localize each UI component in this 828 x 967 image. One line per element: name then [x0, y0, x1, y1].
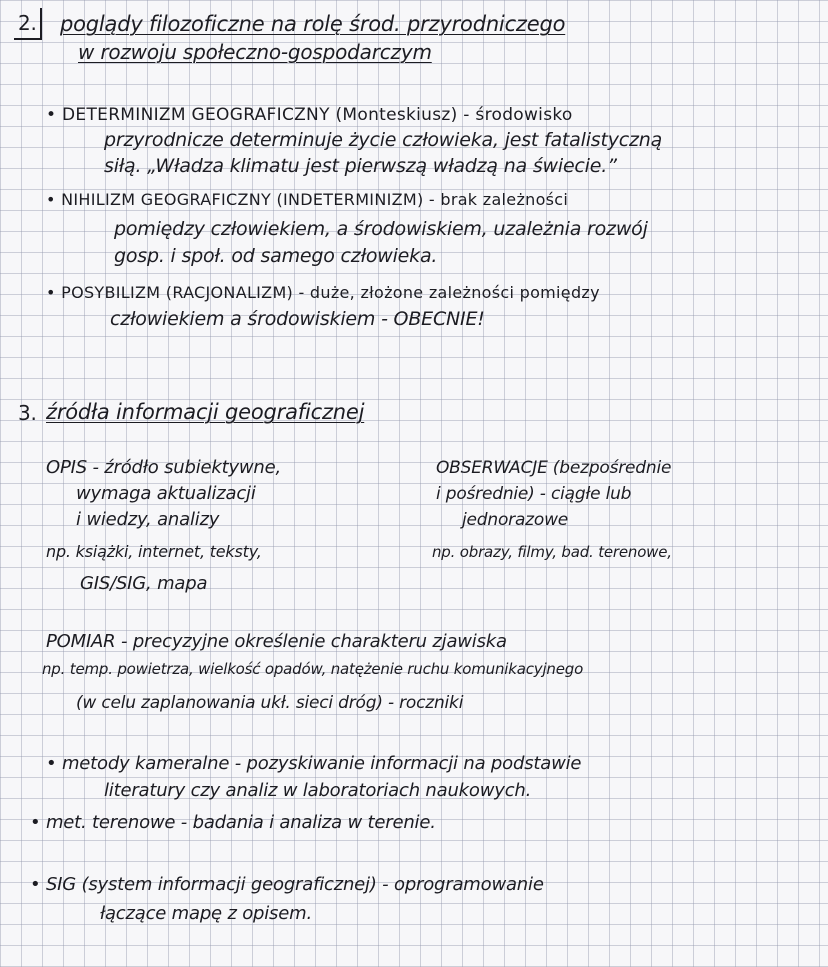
section2-number: 2.	[18, 11, 37, 35]
nihilizm-line1: • NIHILIZM GEOGRAFICZNY (INDETERMINIZM) - brak zależności	[46, 190, 569, 209]
opis-line1: OPIS - źródło subiektywne,	[46, 457, 282, 478]
metody-terenowe-line1: • met. terenowe - badania i analiza w terenie.	[30, 812, 436, 833]
pomiar-line1: POMIAR - precyzyjne określenie charakteru zjawiska	[46, 631, 507, 652]
section2-title-line2: w rozwoju społeczno-gospodarczym	[78, 40, 432, 64]
sig-line1: • SIG (system informacji geograficznej) - oprogramowanie	[30, 874, 544, 895]
pomiar-line3: (w celu zaplanowania ukł. sieci dróg) - roczniki	[76, 693, 464, 713]
determinizm-line1: • DETERMINIZM GEOGRAFICZNY (Monteskiusz) - środowisko	[46, 105, 573, 125]
opis-line5: GIS/SIG, mapa	[80, 573, 208, 594]
opis-line3: i wiedzy, analizy	[76, 509, 220, 530]
section2-title-line1: poglądy filozoficzne na rolę środ. przyrodniczego	[60, 12, 566, 36]
pomiar-line2: np. temp. powietrza, wielkość opadów, natężenie ruchu komunikacyjnego	[42, 660, 584, 678]
nihilizm-line3: gosp. i społ. od samego człowieka.	[114, 245, 438, 267]
sig-line2: łączące mapę z opisem.	[100, 903, 312, 924]
posybilizm-line2: człowiekiem a środowiskiem - OBECNIE!	[110, 308, 485, 330]
nihilizm-line2: pomiędzy człowiekiem, a środowiskiem, uzależnia rozwój	[114, 218, 648, 240]
obserwacje-line4: np. obrazy, filmy, bad. terenowe,	[432, 543, 672, 561]
obserwacje-line3: jednorazowe	[462, 510, 569, 530]
obserwacje-line2: i pośrednie) - ciągłe lub	[436, 484, 632, 504]
determinizm-line3: siłą. „Władza klimatu jest pierwszą władzą na świecie.”	[104, 155, 617, 177]
posybilizm-line1: • POSYBILIZM (RACJONALIZM) - duże, złożone zależności pomiędzy	[46, 283, 600, 302]
obserwacje-line1: OBSERWACJE (bezpośrednie	[436, 458, 672, 478]
determinizm-line2: przyrodnicze determinuje życie człowieka, jest fatalistyczną	[104, 129, 663, 151]
section3-number: 3.	[18, 401, 37, 425]
section3-title: źródła informacji geograficznej	[46, 400, 365, 424]
metody-kameralne-line1: • metody kameralne - pozyskiwanie informacji na podstawie	[46, 753, 582, 774]
opis-line2: wymaga aktualizacji	[76, 483, 256, 504]
opis-line4: np. książki, internet, teksty,	[46, 542, 262, 561]
metody-kameralne-line2: literatury czy analiz w laboratoriach naukowych.	[104, 780, 532, 801]
